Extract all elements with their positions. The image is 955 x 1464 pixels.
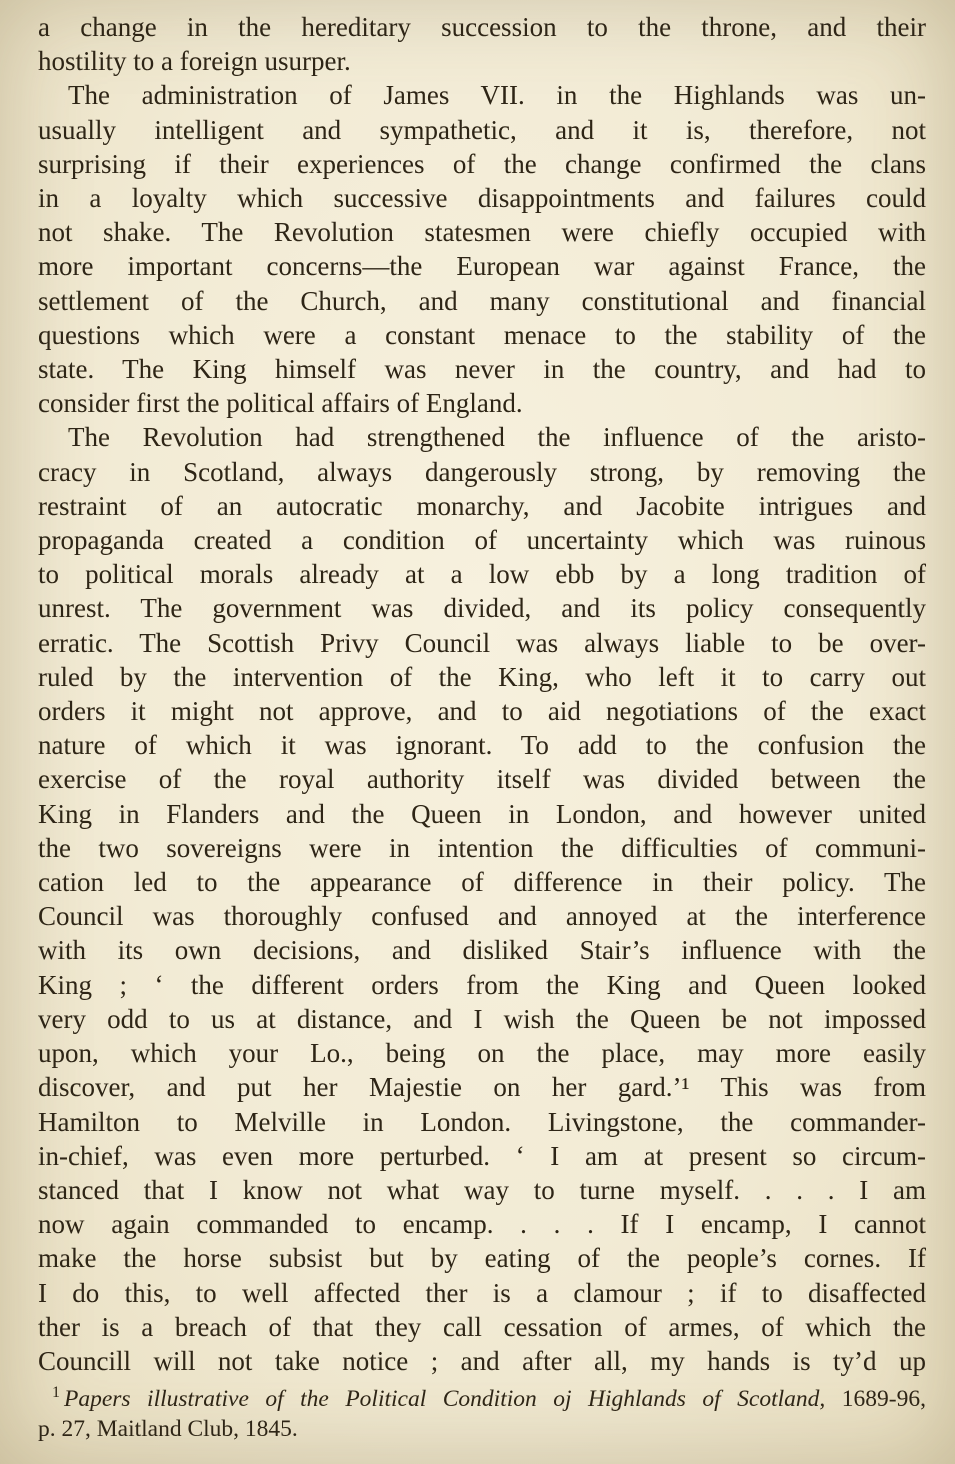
text-line: Council was thoroughly confused and annoyed at the interference [38,901,926,932]
text-line: restraint of an autocratic monarchy, and Jacobite intrigues and [38,490,926,521]
text-line: state. The King himself was never in the country, and had to [38,354,926,385]
text-line: in-chief, was even more perturbed. ‘ I am at present so circum- [38,1140,926,1171]
text-line: questions which were a constant menace to the stability of the [38,319,926,350]
text-line: Hamilton to Melville in London. Livingstone, the commander- [38,1106,926,1137]
text-line: very odd to us at distance, and I wish the Queen be not impossed [38,1003,926,1034]
text-line: discover, and put her Majestie on her gard.’¹ This was from [38,1072,926,1103]
text-line: The administration of James VII. in the Highlands was un- [68,80,926,111]
footnote [38,1384,926,1444]
text-line: cation led to the appearance of difference in their policy. The [38,867,926,898]
text-line: ruled by the intervention of the King, who left it to carry out [38,661,926,692]
text-line: propaganda created a condition of uncertainty which was ruinous [38,525,926,556]
text-line: consider first the political affairs of England. [38,388,523,419]
text-line: to political morals already at a low ebb by a long tradition of [38,559,926,590]
text-line: stanced that I know not what way to turne myself. . . . I am [38,1174,926,1205]
text-line: The Revolution had strengthened the influence of the aristo- [68,422,926,453]
text-line: Councill will not take notice ; and after all, my hands is ty’d up [38,1345,926,1376]
text-line: orders it might not approve, and to aid negotiations of the exact [38,696,926,727]
text-line: usually intelligent and sympathetic, and it is, therefore, not [38,114,926,145]
text-line: more important concerns—the European war against France, the [38,251,926,282]
text-line: in a loyalty which successive disappointments and failures could [38,183,926,214]
footnote-line-1 [38,1384,926,1414]
text-line: unrest. The government was divided, and its policy consequently [38,593,926,624]
text-line: hostility to a foreign usurper. [38,46,351,77]
text-line: cracy in Scotland, always dangerously strong, by removing the [38,456,926,487]
text-line: surprising if their experiences of the change confirmed the clans [38,148,926,179]
footnote-reference: 1689-96, [841,1386,926,1412]
text-line: exercise of the royal authority itself was divided between the [38,764,926,795]
text-line: upon, which your Lo., being on the place, may more easily [38,1038,926,1069]
text-line: erratic. The Scottish Privy Council was always liable to be over- [38,627,926,658]
footnote-marker: 1 [52,1384,60,1402]
footnote-line-2: p. 27, Maitland Club, 1845. [38,1416,298,1442]
text-line: make the horse subsist but by eating of the people’s cornes. If [38,1243,926,1274]
text-line: I do this, to well affected ther is a clamour ; if to disaffected [38,1277,926,1308]
text-line: now again commanded to encamp. . . . If I encamp, I cannot [38,1209,926,1240]
footnote-title: Papers illustrative of the Political Condition oj Highlands of Scotland, [63,1386,842,1412]
text-line: not shake. The Revolution statesmen were chiefly occupied with [38,217,926,248]
text-line: ther is a breach of that they call cessation of armes, of which the [38,1311,926,1342]
text-line: the two sovereigns were in intention the difficulties of communi- [38,832,926,863]
text-line: with its own decisions, and disliked Stair’s influence with the [38,935,926,966]
text-line: nature of which it was ignorant. To add to the confusion the [38,730,926,761]
text-line: King ; ‘ the different orders from the King and Queen looked [38,969,926,1000]
text-line: King in Flanders and the Queen in London, and however united [38,798,926,829]
text-line: a change in the hereditary succession to the throne, and their [38,12,926,42]
text-line: settlement of the Church, and many constitutional and financial [38,285,926,316]
text-block [38,10,926,1378]
